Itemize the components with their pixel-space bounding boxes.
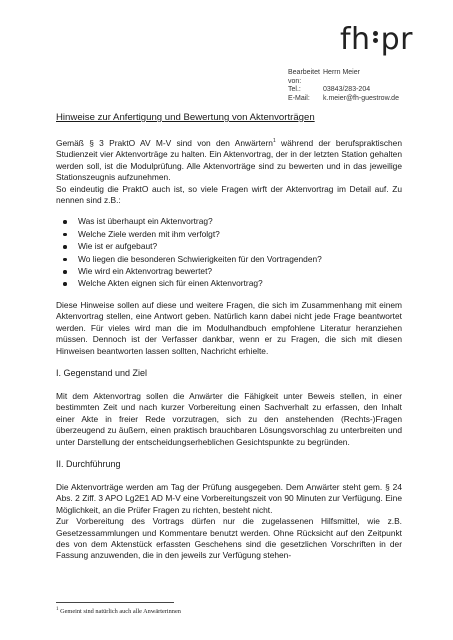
contact-row-email — [288, 95, 399, 104]
contact-block — [288, 69, 399, 103]
section-heading-durchfuehrung: II. Durchführung — [56, 458, 121, 469]
document-title: Hinweise zur Anfertigung und Bewertung von Aktenvorträgen — [56, 112, 315, 123]
list-item: Wo liegen die besonderen Schwierigkeiten für den Vortragenden? — [78, 254, 402, 265]
list-item: Welche Akten eignen sich für einen Aktenvortrag? — [78, 278, 402, 289]
hints-paragraph: Diese Hinweise sollen auf diese und weitere Fragen, die sich im Zusammenhang mit einem Aktenvortrag stellen, eine Antwort geben. Natürlich kann dabei nicht jede Frage beantwortet werden. Für vieles wird man die im Modulhandbuch empfohlene Literatur heranziehen müssen. Dennoch ist der Verfasser dankbar, wenn er zu Fragen, die sich mit diesen Hinweisen beantworten lassen sollten, Nachricht erhielte. — [56, 299, 402, 356]
email-link[interactable]: k.meier@fh-guestrow.de — [323, 94, 399, 102]
list-item: Wie ist er aufgebaut? — [78, 241, 402, 252]
contact-label: E-Mail: — [288, 94, 310, 102]
footnote-marker: 1 — [56, 606, 59, 612]
list-item: Was ist überhaupt ein Aktenvortrag? — [78, 216, 402, 227]
logo-text-left: fh — [340, 22, 371, 57]
footnote-text: Gemeint sind natürlich auch alle Anwärterinnen — [58, 608, 181, 615]
list-item: Wie wird ein Aktenvortrag bewertet? — [78, 266, 402, 277]
intro-text-questions-lead: So eindeutig die PraktO auch ist, so viele Fragen wirft der Aktenvortrag im Detail auf. Zu nennen sind z.B.: — [56, 183, 402, 206]
footnote — [56, 602, 402, 616]
contact-value: 03843/283-204 — [323, 86, 371, 93]
intro-text-continued: während der berufspraktischen Studienzeit vier Aktenvorträge zu halten. Ein Aktenvortrag, der in der letzten Station gehalten werden soll, ist die Modulprüfung. Alle Aktenvorträge sind zu bewerten und in das jeweilige Stationszeugnis aufzunehmen. — [56, 138, 402, 183]
section-text-durchfuehrung — [56, 482, 402, 562]
contact-label: Tel.: — [288, 86, 301, 93]
contact-row-editor — [288, 69, 399, 86]
list-item: Welche Ziele werden mit ihm verfolgt? — [78, 229, 402, 240]
logo-dots-icon — [371, 29, 381, 45]
logo — [340, 22, 413, 57]
section-text-gegenstand: Mit dem Aktenvortrag sollen die Anwärter die Fähigkeit unter Beweis stellen, in einer bestimmten Zeit und nach kurzer Vorbereitung einen Sachverhalt zu erfassen, den Inhalt einer Akte in freier Rede vorzutragen, sich zu den anstehenden (Rechts-)Fragen überzeugend zu äußern, einen praktisch brauchbaren Lösungsvorschlag zu unterbreiten und unter Darstellung der entscheidungserheblichen Gesichtspunkte zu begründen. — [56, 390, 402, 447]
footnote-ref: 1 — [272, 138, 276, 145]
intro-text: Gemäß § 3 PraktO AV M-V sind von den Anwärtern — [56, 138, 273, 148]
durchfuehrung-text-2: Zur Vorbereitung des Vortrags dürfen nur die zugelassenen Hilfsmittel, wie z.B. Gesetzessammlungen und Kommentare benutzt werden. Ohne Rücksicht auf den Zeitpunkt des von dem Aktenstück erfassten Geschehens sind die gesetzlichen Vorschriften in der Fassung anzuwenden, die in den jeweils zur Verfügung stehen- — [56, 516, 402, 561]
intro-paragraph — [56, 138, 402, 206]
durchfuehrung-text-1: Die Aktenvorträge werden am Tag der Prüfung ausgegeben. Dem Anwärter steht gem. § 24 Abs. 2 Ziff. 3 APO Lg2E1 AD M-V eine Vorbereitungszeit von 90 Minuten zur Verfügung. Eine Möglichkeit, an die Prüfer Fragen zu richten, besteht nicht. — [56, 481, 402, 515]
logo-text-right: pr — [380, 22, 413, 57]
document-body — [56, 112, 402, 562]
contact-label: Bearbeitet von: — [288, 69, 320, 85]
contact-row-phone — [288, 86, 399, 95]
footnote-divider — [56, 602, 174, 603]
contact-value: Herrn Meier — [323, 69, 360, 76]
section-heading-gegenstand: I. Gegenstand und Ziel — [56, 367, 148, 378]
question-list — [56, 216, 402, 289]
